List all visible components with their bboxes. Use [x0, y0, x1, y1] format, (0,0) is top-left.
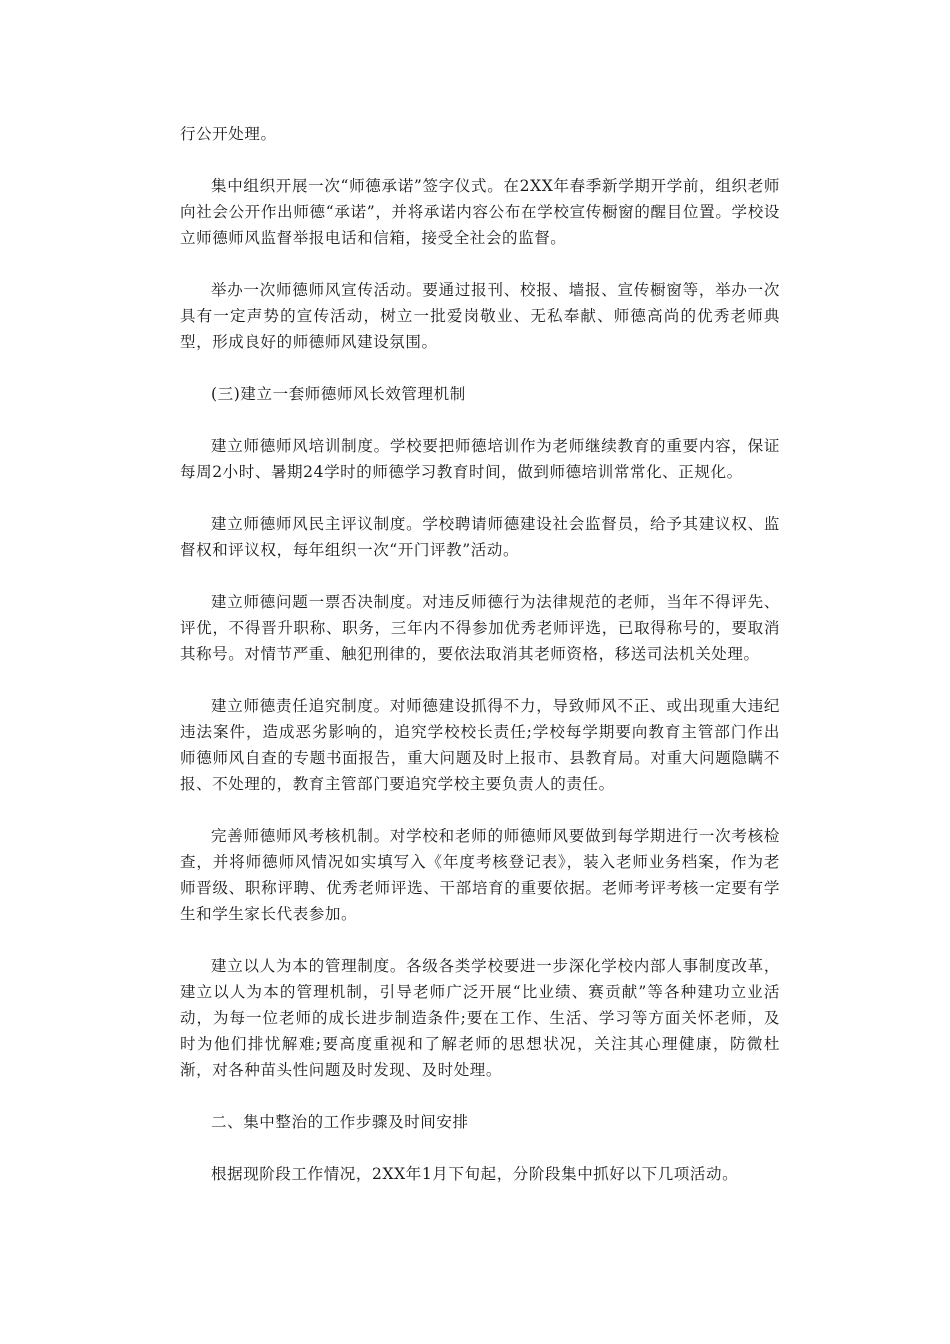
- paragraph-assessment: 完善师德师风考核机制。对学校和老师的师德师风要做到每学期进行一次考核检查，并将师德师风情况如实填写入《年度考核登记表》，装入老师业务档案，作为老师晋级、职称评聘、优秀老师评选、干部培育的重要依据。老师考评考核一定要有学生和学生家长代表参加。: [180, 827, 780, 923]
- section-heading-3: (三)建立一套师德师风长效管理机制: [211, 385, 466, 403]
- paragraph-commitment-ceremony: 集中组织开展一次“师德承诺”签字仪式。在2XX年春季新学期开学前，组织老师向社会公开作出师德“承诺”，并将承诺内容公布在学校宣传橱窗的醒目位置。学校设立师德师风监督举报电话和信箱，接受全社会的监督。: [180, 177, 780, 247]
- paragraph-continuation: 行公开处理。: [180, 125, 277, 143]
- document-body: [180, 121, 780, 1213]
- paragraph-publicity-activity: 举办一次师德师风宣传活动。要通过报刊、校报、墙报、宣传橱窗等，举办一次具有一定声势的宣传活动，树立一批爱岗敬业、无私奉献、师德高尚的优秀老师典型，形成良好的师德师风建设氛围。: [180, 281, 780, 351]
- section-heading-2: 二、集中整治的工作步骤及时间安排: [211, 1113, 469, 1131]
- paragraph-training-system: 建立师德师风培训制度。学校要把师德培训作为老师继续教育的重要内容，保证每周2小时、暑期24学时的师德学习教育时间，做到师德培训常常化、正规化。: [180, 437, 780, 481]
- paragraph-accountability: 建立师德责任追究制度。对师德建设抓得不力，导致师风不正、或出现重大违纪违法案件，造成恶劣影响的，追究学校校长责任;学校每学期要向教育主管部门作出师德师风自查的专题书面报告，重大问题及时上报市、县教育局。对重大问题隐瞒不报、不处理的，教育主管部门要追究学校主要负责人的责任。: [180, 697, 780, 793]
- paragraph-people-oriented: 建立以人为本的管理制度。各级各类学校要进一步深化学校内部人事制度改革，建立以人为本的管理机制，引导老师广泛开展“比业绩、赛贡献”等各种建功立业活动，为每一位老师的成长进步制造条件;要在工作、生活、学习等方面关怀老师，及时为他们排忧解难;要高度重视和了解老师的思想状况，关注其心理健康，防微杜渐，对各种苗头性问题及时发现、及时处理。: [180, 957, 780, 1079]
- paragraph-one-vote-veto: 建立师德问题一票否决制度。对违反师德行为法律规范的老师，当年不得评先、评优，不得晋升职称、职务，三年内不得参加优秀老师评选，已取得称号的，要取消其称号。对情节严重、触犯刑律的，要依法取消其老师资格，移送司法机关处理。: [180, 593, 780, 663]
- paragraph-democratic-review: 建立师德师风民主评议制度。学校聘请师德建设社会监督员，给予其建议权、监督权和评议权，每年组织一次“开门评教”活动。: [180, 515, 780, 559]
- paragraph-schedule: 根据现阶段工作情况，2XX年1月下旬起，分阶段集中抓好以下几项活动。: [211, 1165, 739, 1183]
